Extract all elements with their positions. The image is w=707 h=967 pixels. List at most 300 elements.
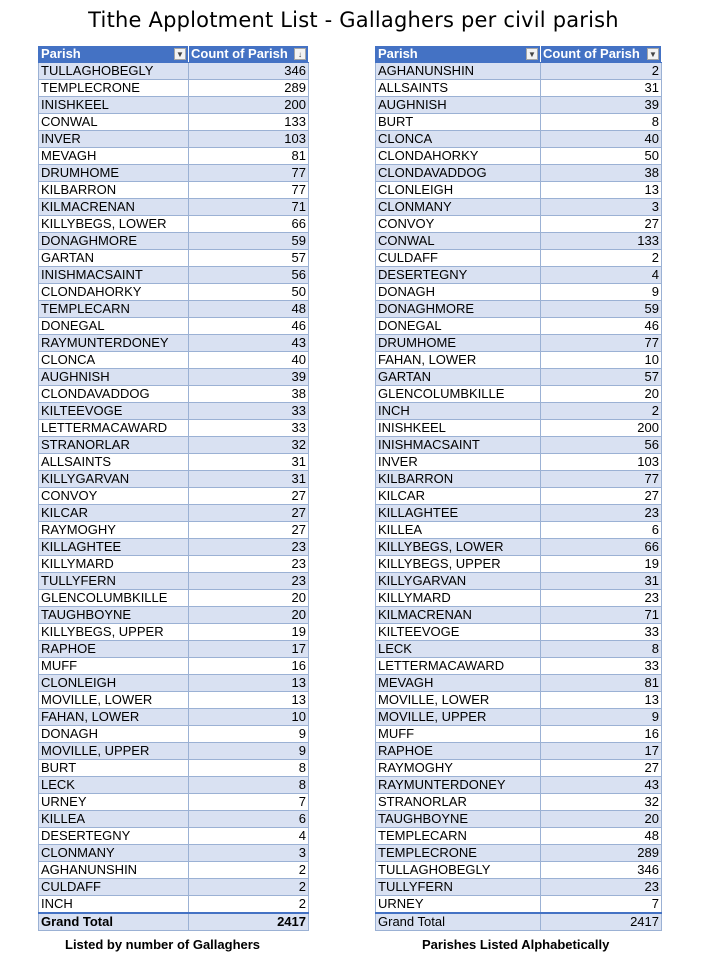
count-cell[interactable]: 2 — [189, 896, 309, 914]
parish-cell[interactable]: INCH — [376, 403, 541, 420]
table-row[interactable] — [39, 879, 309, 896]
count-cell[interactable]: 17 — [189, 641, 309, 658]
parish-cell[interactable]: DONAGH — [39, 726, 189, 743]
count-cell[interactable]: 66 — [189, 216, 309, 233]
parish-column-header[interactable] — [376, 46, 541, 63]
table-row[interactable] — [39, 165, 309, 182]
count-cell[interactable]: 9 — [189, 743, 309, 760]
table-row[interactable] — [376, 556, 662, 573]
parish-cell[interactable]: INVER — [39, 131, 189, 148]
count-cell[interactable]: 43 — [189, 335, 309, 352]
parish-cell[interactable]: DONAGH — [376, 284, 541, 301]
count-cell[interactable]: 19 — [541, 556, 662, 573]
count-cell[interactable]: 71 — [541, 607, 662, 624]
count-cell[interactable]: 50 — [541, 148, 662, 165]
parish-cell[interactable]: TEMPLECRONE — [376, 845, 541, 862]
count-cell[interactable]: 200 — [541, 420, 662, 437]
table-row[interactable] — [39, 454, 309, 471]
parish-cell[interactable]: CONVOY — [39, 488, 189, 505]
parish-cell[interactable]: BURT — [376, 114, 541, 131]
table-row[interactable] — [376, 845, 662, 862]
table-row[interactable] — [39, 403, 309, 420]
table-row[interactable] — [376, 539, 662, 556]
table-row[interactable] — [39, 607, 309, 624]
parish-cell[interactable]: TULLAGHOBEGLY — [39, 63, 189, 80]
parish-cell[interactable]: RAPHOE — [39, 641, 189, 658]
table-row[interactable] — [39, 522, 309, 539]
table-row[interactable] — [39, 267, 309, 284]
count-cell[interactable]: 23 — [189, 573, 309, 590]
parish-cell[interactable]: KILLAGHTEE — [39, 539, 189, 556]
parish-cell[interactable]: GLENCOLUMBKILLE — [376, 386, 541, 403]
parish-cell[interactable]: MEVAGH — [376, 675, 541, 692]
parish-cell[interactable]: AGHANUNSHIN — [376, 63, 541, 80]
parish-cell[interactable]: MUFF — [376, 726, 541, 743]
table-row[interactable] — [39, 760, 309, 777]
parish-cell[interactable]: INISHMACSAINT — [39, 267, 189, 284]
table-row[interactable] — [39, 250, 309, 267]
count-cell[interactable]: 23 — [541, 505, 662, 522]
table-row[interactable] — [376, 318, 662, 335]
parish-cell[interactable]: KILLYBEGS, LOWER — [39, 216, 189, 233]
count-cell[interactable]: 13 — [541, 692, 662, 709]
count-cell[interactable]: 23 — [541, 879, 662, 896]
parish-cell[interactable]: KILBARRON — [39, 182, 189, 199]
count-cell[interactable]: 13 — [189, 675, 309, 692]
count-cell[interactable]: 40 — [541, 131, 662, 148]
count-cell[interactable]: 103 — [541, 454, 662, 471]
table-row[interactable] — [39, 131, 309, 148]
parish-cell[interactable]: FAHAN, LOWER — [376, 352, 541, 369]
parish-cell[interactable]: CLONCA — [39, 352, 189, 369]
count-cell[interactable]: 23 — [189, 539, 309, 556]
parish-cell[interactable]: KILBARRON — [376, 471, 541, 488]
count-cell[interactable]: 6 — [189, 811, 309, 828]
table-row[interactable] — [376, 216, 662, 233]
table-row[interactable] — [376, 284, 662, 301]
table-row[interactable] — [39, 182, 309, 199]
table-row[interactable] — [376, 80, 662, 97]
parish-cell[interactable]: KILLYGARVAN — [39, 471, 189, 488]
table-row[interactable] — [39, 743, 309, 760]
table-row[interactable] — [39, 284, 309, 301]
count-cell[interactable]: 6 — [541, 522, 662, 539]
table-row[interactable] — [376, 726, 662, 743]
parish-cell[interactable]: TULLYFERN — [376, 879, 541, 896]
count-cell[interactable]: 346 — [541, 862, 662, 879]
table-row[interactable] — [39, 845, 309, 862]
table-row[interactable] — [39, 471, 309, 488]
count-cell[interactable]: 48 — [189, 301, 309, 318]
parish-cell[interactable]: ALLSAINTS — [39, 454, 189, 471]
table-row[interactable] — [39, 233, 309, 250]
table-row[interactable] — [39, 641, 309, 658]
table-row[interactable] — [39, 539, 309, 556]
table-row[interactable] — [376, 131, 662, 148]
table-row[interactable] — [39, 658, 309, 675]
table-row[interactable] — [376, 250, 662, 267]
parish-cell[interactable]: KILLAGHTEE — [376, 505, 541, 522]
table-row[interactable] — [376, 505, 662, 522]
count-cell[interactable]: 133 — [189, 114, 309, 131]
parish-cell[interactable]: CLONDAHORKY — [376, 148, 541, 165]
parish-cell[interactable]: MOVILLE, LOWER — [39, 692, 189, 709]
count-cell[interactable]: 31 — [541, 80, 662, 97]
count-column-header[interactable] — [541, 46, 662, 63]
parish-cell[interactable]: GARTAN — [39, 250, 189, 267]
table-row[interactable] — [376, 471, 662, 488]
table-row[interactable] — [376, 862, 662, 879]
parish-cell[interactable]: AGHANUNSHIN — [39, 862, 189, 879]
table-row[interactable] — [376, 114, 662, 131]
count-cell[interactable]: 16 — [189, 658, 309, 675]
count-cell[interactable]: 33 — [541, 658, 662, 675]
parish-cell[interactable]: LETTERMACAWARD — [39, 420, 189, 437]
table-row[interactable] — [376, 199, 662, 216]
table-row[interactable] — [376, 454, 662, 471]
table-row[interactable] — [39, 318, 309, 335]
parish-cell[interactable]: RAYMUNTERDONEY — [39, 335, 189, 352]
table-row[interactable] — [39, 437, 309, 454]
count-cell[interactable]: 38 — [189, 386, 309, 403]
parish-cell[interactable]: ALLSAINTS — [376, 80, 541, 97]
count-cell[interactable]: 23 — [189, 556, 309, 573]
parish-cell[interactable]: KILLYMARD — [39, 556, 189, 573]
parish-cell[interactable]: KILLEA — [376, 522, 541, 539]
table-row[interactable] — [376, 420, 662, 437]
parish-cell[interactable]: CLONLEIGH — [39, 675, 189, 692]
table-row[interactable] — [376, 335, 662, 352]
count-cell[interactable]: 10 — [189, 709, 309, 726]
count-cell[interactable]: 289 — [189, 80, 309, 97]
parish-cell[interactable]: CONWAL — [376, 233, 541, 250]
table-row[interactable] — [376, 777, 662, 794]
count-cell[interactable]: 346 — [189, 63, 309, 80]
parish-cell[interactable]: GLENCOLUMBKILLE — [39, 590, 189, 607]
parish-cell[interactable]: DONAGHMORE — [376, 301, 541, 318]
parish-cell[interactable]: MOVILLE, LOWER — [376, 692, 541, 709]
count-cell[interactable]: 59 — [541, 301, 662, 318]
count-cell[interactable]: 27 — [189, 522, 309, 539]
count-cell[interactable]: 31 — [541, 573, 662, 590]
table-row[interactable] — [376, 437, 662, 454]
table-row[interactable] — [39, 862, 309, 879]
count-cell[interactable]: 2 — [541, 403, 662, 420]
table-row[interactable] — [376, 148, 662, 165]
parish-cell[interactable]: DONAGHMORE — [39, 233, 189, 250]
table-row[interactable] — [376, 352, 662, 369]
parish-cell[interactable]: KILTEEVOGE — [376, 624, 541, 641]
parish-cell[interactable]: TULLYFERN — [39, 573, 189, 590]
table-row[interactable] — [376, 709, 662, 726]
parish-cell[interactable]: INISHKEEL — [39, 97, 189, 114]
table-row[interactable] — [39, 811, 309, 828]
table-row[interactable] — [39, 199, 309, 216]
count-cell[interactable]: 20 — [541, 386, 662, 403]
table-row[interactable] — [39, 216, 309, 233]
table-row[interactable] — [376, 641, 662, 658]
parish-cell[interactable]: CLONDAVADDOG — [376, 165, 541, 182]
table-row[interactable] — [39, 794, 309, 811]
parish-cell[interactable]: TULLAGHOBEGLY — [376, 862, 541, 879]
parish-cell[interactable]: CLONDAHORKY — [39, 284, 189, 301]
parish-cell[interactable]: AUGHNISH — [376, 97, 541, 114]
table-row[interactable] — [376, 590, 662, 607]
count-cell[interactable]: 8 — [541, 641, 662, 658]
table-row[interactable] — [39, 148, 309, 165]
table-row[interactable] — [376, 811, 662, 828]
table-row[interactable] — [376, 743, 662, 760]
parish-cell[interactable]: CLONMANY — [376, 199, 541, 216]
count-cell[interactable]: 2 — [189, 879, 309, 896]
parish-cell[interactable]: KILLYBEGS, UPPER — [39, 624, 189, 641]
parish-cell[interactable]: MEVAGH — [39, 148, 189, 165]
table-row[interactable] — [39, 777, 309, 794]
table-row[interactable] — [376, 573, 662, 590]
parish-cell[interactable]: CULDAFF — [376, 250, 541, 267]
table-row[interactable] — [39, 97, 309, 114]
count-cell[interactable]: 13 — [189, 692, 309, 709]
count-cell[interactable]: 27 — [541, 760, 662, 777]
parish-cell[interactable]: RAYMOGHY — [39, 522, 189, 539]
parish-cell[interactable]: MUFF — [39, 658, 189, 675]
table-row[interactable] — [376, 267, 662, 284]
count-cell[interactable]: 38 — [541, 165, 662, 182]
count-cell[interactable]: 2 — [189, 862, 309, 879]
parish-cell[interactable]: LECK — [376, 641, 541, 658]
table-row[interactable] — [39, 335, 309, 352]
parish-cell[interactable]: INISHKEEL — [376, 420, 541, 437]
count-cell[interactable]: 39 — [541, 97, 662, 114]
parish-cell[interactable]: LECK — [39, 777, 189, 794]
parish-cell[interactable]: LETTERMACAWARD — [376, 658, 541, 675]
count-cell[interactable]: 10 — [541, 352, 662, 369]
count-cell[interactable]: 32 — [541, 794, 662, 811]
table-row[interactable] — [39, 896, 309, 914]
count-cell[interactable]: 20 — [541, 811, 662, 828]
count-cell[interactable]: 20 — [189, 607, 309, 624]
parish-cell[interactable]: MOVILLE, UPPER — [376, 709, 541, 726]
count-cell[interactable]: 17 — [541, 743, 662, 760]
table-row[interactable] — [376, 658, 662, 675]
table-row[interactable] — [376, 624, 662, 641]
table-row[interactable] — [376, 63, 662, 80]
parish-cell[interactable]: KILLYBEGS, LOWER — [376, 539, 541, 556]
count-cell[interactable]: 77 — [189, 165, 309, 182]
parish-cell[interactable]: CLONLEIGH — [376, 182, 541, 199]
count-cell[interactable]: 7 — [189, 794, 309, 811]
count-column-header[interactable] — [189, 46, 309, 63]
count-cell[interactable]: 133 — [541, 233, 662, 250]
count-cell[interactable]: 39 — [189, 369, 309, 386]
table-row[interactable] — [376, 233, 662, 250]
count-cell[interactable]: 27 — [189, 505, 309, 522]
parish-cell[interactable]: CLONCA — [376, 131, 541, 148]
parish-cell[interactable]: DONEGAL — [376, 318, 541, 335]
parish-cell[interactable]: CONWAL — [39, 114, 189, 131]
count-cell[interactable]: 59 — [189, 233, 309, 250]
count-cell[interactable]: 48 — [541, 828, 662, 845]
count-cell[interactable]: 4 — [541, 267, 662, 284]
table-row[interactable] — [39, 590, 309, 607]
parish-cell[interactable]: DRUMHOME — [376, 335, 541, 352]
table-row[interactable] — [376, 386, 662, 403]
table-row[interactable] — [376, 896, 662, 914]
table-row[interactable] — [39, 726, 309, 743]
table-row[interactable] — [39, 556, 309, 573]
count-cell[interactable]: 32 — [189, 437, 309, 454]
table-row[interactable] — [376, 675, 662, 692]
count-cell[interactable]: 7 — [541, 896, 662, 914]
table-row[interactable] — [39, 573, 309, 590]
count-cell[interactable]: 200 — [189, 97, 309, 114]
count-cell[interactable]: 31 — [189, 454, 309, 471]
count-cell[interactable]: 103 — [189, 131, 309, 148]
parish-cell[interactable]: TEMPLECARN — [39, 301, 189, 318]
parish-cell[interactable]: DRUMHOME — [39, 165, 189, 182]
count-cell[interactable]: 9 — [541, 709, 662, 726]
table-row[interactable] — [376, 794, 662, 811]
table-row[interactable] — [39, 114, 309, 131]
count-cell[interactable]: 71 — [189, 199, 309, 216]
count-cell[interactable]: 77 — [189, 182, 309, 199]
table-row[interactable] — [39, 420, 309, 437]
parish-cell[interactable]: TAUGHBOYNE — [376, 811, 541, 828]
table-row[interactable] — [376, 488, 662, 505]
table-row[interactable] — [39, 301, 309, 318]
parish-cell[interactable]: URNEY — [376, 896, 541, 914]
table-row[interactable] — [39, 828, 309, 845]
count-cell[interactable]: 81 — [541, 675, 662, 692]
parish-cell[interactable]: MOVILLE, UPPER — [39, 743, 189, 760]
table-row[interactable] — [376, 522, 662, 539]
parish-cell[interactable]: RAPHOE — [376, 743, 541, 760]
count-cell[interactable]: 13 — [541, 182, 662, 199]
table-row[interactable] — [39, 80, 309, 97]
table-row[interactable] — [376, 182, 662, 199]
table-row[interactable] — [376, 369, 662, 386]
parish-cell[interactable]: INVER — [376, 454, 541, 471]
table-row[interactable] — [376, 165, 662, 182]
count-cell[interactable]: 4 — [189, 828, 309, 845]
parish-cell[interactable]: RAYMOGHY — [376, 760, 541, 777]
filter-dropdown-icon[interactable]: ▼ — [174, 48, 186, 60]
count-cell[interactable]: 27 — [189, 488, 309, 505]
table-row[interactable] — [376, 97, 662, 114]
parish-cell[interactable]: AUGHNISH — [39, 369, 189, 386]
parish-cell[interactable]: KILMACRENAN — [39, 199, 189, 216]
parish-cell[interactable]: KILMACRENAN — [376, 607, 541, 624]
parish-cell[interactable]: RAYMUNTERDONEY — [376, 777, 541, 794]
parish-cell[interactable]: KILLYBEGS, UPPER — [376, 556, 541, 573]
count-cell[interactable]: 81 — [189, 148, 309, 165]
parish-cell[interactable]: CLONDAVADDOG — [39, 386, 189, 403]
parish-cell[interactable]: KILCAR — [39, 505, 189, 522]
table-row[interactable] — [39, 675, 309, 692]
count-cell[interactable]: 19 — [189, 624, 309, 641]
parish-cell[interactable]: CLONMANY — [39, 845, 189, 862]
table-row[interactable] — [376, 879, 662, 896]
table-row[interactable] — [376, 403, 662, 420]
parish-cell[interactable]: KILLEA — [39, 811, 189, 828]
count-cell[interactable]: 2 — [541, 63, 662, 80]
count-cell[interactable]: 57 — [189, 250, 309, 267]
count-cell[interactable]: 16 — [541, 726, 662, 743]
count-cell[interactable]: 9 — [189, 726, 309, 743]
count-cell[interactable]: 289 — [541, 845, 662, 862]
parish-cell[interactable]: KILLYMARD — [376, 590, 541, 607]
table-row[interactable] — [39, 352, 309, 369]
count-cell[interactable]: 8 — [189, 760, 309, 777]
table-row[interactable] — [39, 386, 309, 403]
count-cell[interactable]: 43 — [541, 777, 662, 794]
parish-cell[interactable]: CULDAFF — [39, 879, 189, 896]
count-cell[interactable]: 77 — [541, 471, 662, 488]
table-row[interactable] — [39, 63, 309, 80]
table-row[interactable] — [39, 709, 309, 726]
parish-cell[interactable]: STRANORLAR — [376, 794, 541, 811]
count-cell[interactable]: 46 — [189, 318, 309, 335]
count-cell[interactable]: 27 — [541, 488, 662, 505]
parish-cell[interactable]: KILCAR — [376, 488, 541, 505]
parish-cell[interactable]: KILLYGARVAN — [376, 573, 541, 590]
count-cell[interactable]: 33 — [189, 403, 309, 420]
table-row[interactable] — [39, 505, 309, 522]
count-cell[interactable]: 3 — [541, 199, 662, 216]
parish-cell[interactable]: INISHMACSAINT — [376, 437, 541, 454]
table-row[interactable] — [39, 692, 309, 709]
count-cell[interactable]: 8 — [541, 114, 662, 131]
parish-cell[interactable]: KILTEEVOGE — [39, 403, 189, 420]
count-cell[interactable]: 23 — [541, 590, 662, 607]
parish-cell[interactable]: TEMPLECRONE — [39, 80, 189, 97]
count-cell[interactable]: 8 — [189, 777, 309, 794]
parish-cell[interactable]: DONEGAL — [39, 318, 189, 335]
parish-cell[interactable]: CONVOY — [376, 216, 541, 233]
parish-cell[interactable]: GARTAN — [376, 369, 541, 386]
count-cell[interactable]: 50 — [189, 284, 309, 301]
parish-cell[interactable]: BURT — [39, 760, 189, 777]
parish-column-header[interactable] — [39, 46, 189, 63]
count-cell[interactable]: 33 — [541, 624, 662, 641]
parish-cell[interactable]: TAUGHBOYNE — [39, 607, 189, 624]
table-row[interactable] — [376, 828, 662, 845]
count-cell[interactable]: 33 — [189, 420, 309, 437]
table-row[interactable] — [376, 760, 662, 777]
parish-cell[interactable]: STRANORLAR — [39, 437, 189, 454]
count-cell[interactable]: 40 — [189, 352, 309, 369]
count-cell[interactable]: 20 — [189, 590, 309, 607]
count-cell[interactable]: 31 — [189, 471, 309, 488]
count-cell[interactable]: 56 — [189, 267, 309, 284]
table-row[interactable] — [39, 369, 309, 386]
count-cell[interactable]: 2 — [541, 250, 662, 267]
count-cell[interactable]: 56 — [541, 437, 662, 454]
sort-descending-icon[interactable]: ↓ — [294, 48, 306, 60]
table-row[interactable] — [376, 692, 662, 709]
count-cell[interactable]: 46 — [541, 318, 662, 335]
parish-cell[interactable]: DESERTEGNY — [376, 267, 541, 284]
parish-cell[interactable]: INCH — [39, 896, 189, 914]
parish-cell[interactable]: TEMPLECARN — [376, 828, 541, 845]
table-row[interactable] — [39, 624, 309, 641]
count-cell[interactable]: 77 — [541, 335, 662, 352]
count-cell[interactable]: 3 — [189, 845, 309, 862]
count-cell[interactable]: 66 — [541, 539, 662, 556]
parish-cell[interactable]: DESERTEGNY — [39, 828, 189, 845]
table-row[interactable] — [376, 607, 662, 624]
table-row[interactable] — [376, 301, 662, 318]
